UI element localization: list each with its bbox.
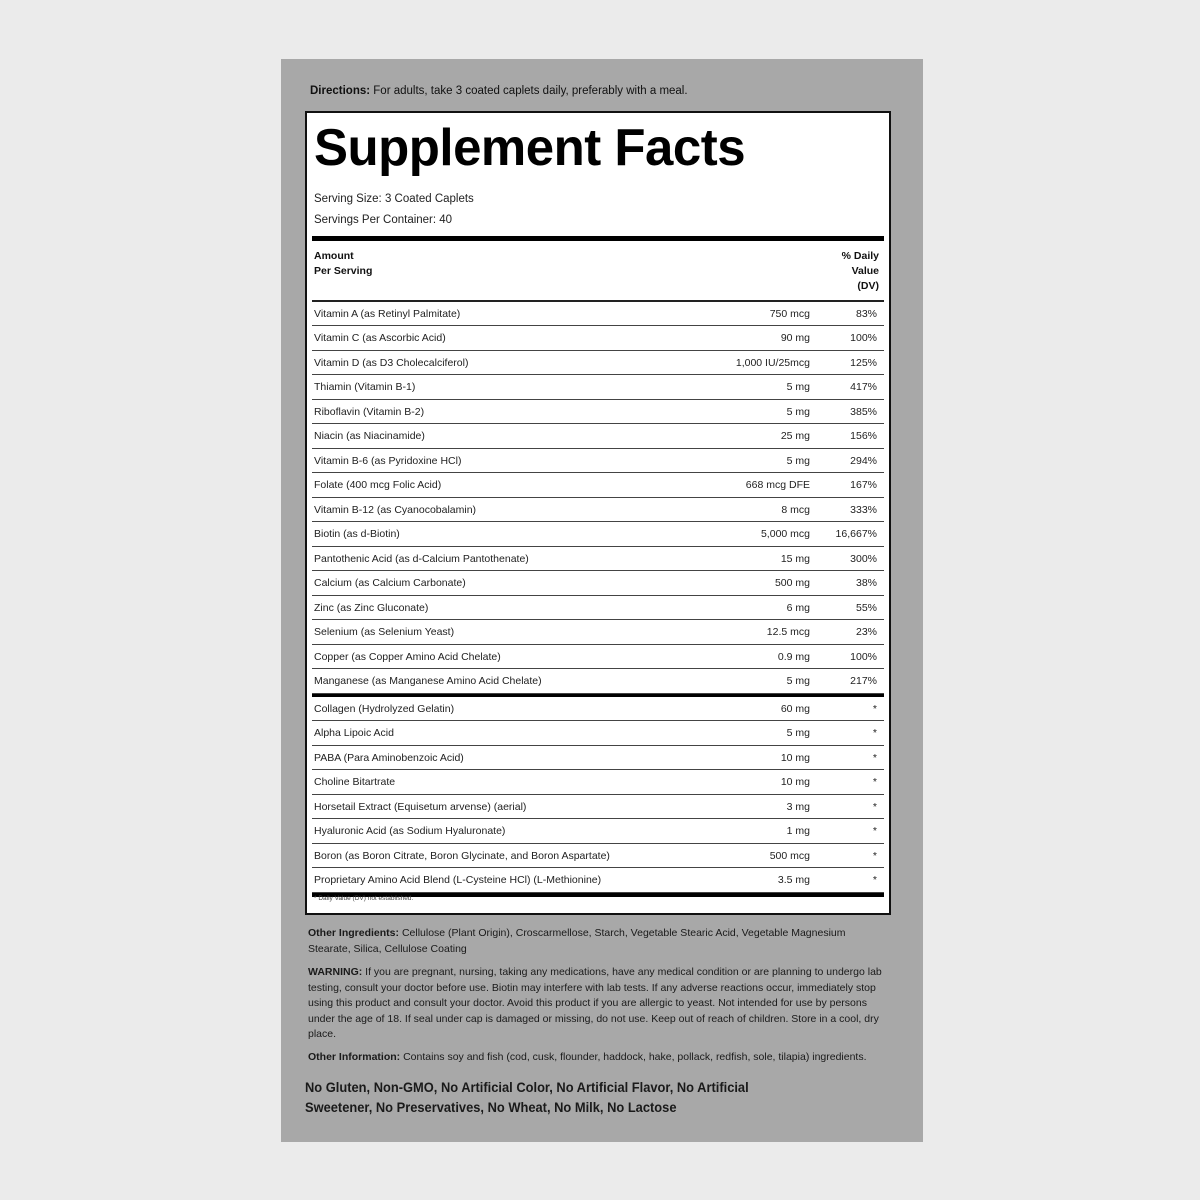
other-information xyxy=(308,1050,888,1066)
nutrient-row xyxy=(312,868,884,893)
nutrient-amount: 25 mg xyxy=(780,430,810,442)
nutrient-name: Riboflavin (Vitamin B-2) xyxy=(314,405,425,418)
nutrient-row xyxy=(312,522,884,547)
nutrient-name: Horsetail Extract (Equisetum arvense) (aerial) xyxy=(314,800,527,813)
nutrient-daily-value: 417% xyxy=(850,381,877,393)
nutrient-name: Calcium (as Calcium Carbonate) xyxy=(314,577,466,589)
nutrient-row xyxy=(312,571,884,596)
header-dv-line3: (DV) xyxy=(857,280,879,292)
header-amount xyxy=(314,249,404,279)
nutrient-name: Thiamin (Vitamin B-1) xyxy=(314,381,416,393)
nutrient-row xyxy=(312,620,884,645)
directions-body: For adults, take 3 coated caplets daily, preferably with a meal. xyxy=(373,85,688,97)
directions-label: Directions: xyxy=(310,85,371,97)
nutrient-amount: 500 mg xyxy=(774,577,810,589)
nutrient-name: Niacin (as Niacinamide) xyxy=(314,430,425,442)
nutrient-row xyxy=(312,795,884,820)
nutrient-amount: 60 mg xyxy=(780,702,810,715)
nutrient-name: Proprietary Amino Acid Blend (L-Cysteine HCl) (L-Methionine) xyxy=(314,874,602,886)
nutrient-name: Boron (as Boron Citrate, Boron Glycinate, and Boron Aspartate) xyxy=(314,849,610,862)
nutrient-daily-value: * xyxy=(872,751,877,764)
nutrient-name: Folate (400 mcg Folic Acid) xyxy=(314,479,442,491)
nutrient-row xyxy=(312,473,884,498)
nutrient-row xyxy=(312,697,884,722)
facts-title: Supplement Facts xyxy=(314,119,746,177)
nutrient-daily-value: 83% xyxy=(855,307,877,320)
nutrient-daily-value: * xyxy=(872,800,877,813)
nutrient-amount: 5 mg xyxy=(786,675,810,687)
footnote: * Daily Value (DV) not established. xyxy=(314,895,414,902)
nutrient-name: Copper (as Copper Amino Acid Chelate) xyxy=(314,650,501,663)
nutrient-daily-value: 156% xyxy=(850,430,877,442)
nutrient-name: PABA (Para Aminobenzoic Acid) xyxy=(314,751,464,764)
nutrient-amount: 668 mcg DFE xyxy=(745,479,810,491)
nutrient-row xyxy=(312,326,884,351)
nutrient-amount: 5 mg xyxy=(786,405,810,418)
nutrient-amount: 500 mcg xyxy=(769,849,810,862)
supplement-facts-panel xyxy=(305,111,891,915)
nutrient-amount: 12.5 mcg xyxy=(766,626,810,638)
nutrient-daily-value: 125% xyxy=(850,356,877,369)
nutrient-row xyxy=(312,498,884,523)
header-dv-line2: Value xyxy=(851,265,879,277)
nutrient-row xyxy=(312,547,884,572)
nutrient-name: Alpha Lipoic Acid xyxy=(314,727,394,739)
nutrient-daily-value: * xyxy=(872,776,877,788)
nutrient-name: Manganese (as Manganese Amino Acid Chelate) xyxy=(314,675,542,687)
nutrient-daily-value: 167% xyxy=(850,479,877,491)
nutrient-row xyxy=(312,645,884,670)
nutrient-name: Pantothenic Acid (as d-Calcium Pantothenate) xyxy=(314,552,529,565)
nutrient-name: Vitamin D (as D3 Cholecalciferol) xyxy=(314,356,469,369)
nutrient-row xyxy=(312,351,884,376)
other-ingredients xyxy=(308,926,888,957)
nutrient-row xyxy=(312,424,884,449)
nutrient-name: Collagen (Hydrolyzed Gelatin) xyxy=(314,702,455,715)
ingredients-label: Other Ingredients: xyxy=(308,927,400,939)
nutrient-daily-value: * xyxy=(872,849,877,862)
nutrient-daily-value: 55% xyxy=(855,601,877,614)
nutrient-amount: 15 mg xyxy=(780,552,810,565)
nutrient-name: Vitamin B-12 (as Cyanocobalamin) xyxy=(314,503,477,516)
warning xyxy=(308,965,888,1043)
nutrient-amount: 90 mg xyxy=(780,332,810,344)
nutrient-row xyxy=(312,844,884,869)
other-info-text: Contains soy and fish (cod, cusk, flounder, haddock, hake, pollack, redfish, sole, tilapia) ingredients. xyxy=(403,1051,867,1063)
nutrient-daily-value: * xyxy=(872,727,877,739)
nutrient-daily-value: 38% xyxy=(855,577,877,589)
nutrient-amount: 5,000 mcg xyxy=(760,528,810,540)
nutrient-amount: 1,000 IU/25mcg xyxy=(735,356,810,369)
nutrient-amount: 0.9 mg xyxy=(777,650,810,663)
nutrient-amount: 10 mg xyxy=(780,751,810,764)
nutrient-row xyxy=(312,449,884,474)
nutrient-daily-value: 100% xyxy=(850,650,877,663)
nutrient-daily-value: 100% xyxy=(850,332,877,344)
nutrient-name: Vitamin C (as Ascorbic Acid) xyxy=(314,332,446,344)
nutrient-name: Selenium (as Selenium Yeast) xyxy=(314,626,455,638)
directions-text xyxy=(310,83,910,99)
header-dv-line1: % Daily xyxy=(841,250,879,262)
serving-size: Serving Size: 3 Coated Caplets xyxy=(314,193,474,205)
nutrient-amount: 5 mg xyxy=(786,454,810,467)
nutrient-name: Vitamin A (as Retinyl Palmitate) xyxy=(314,307,461,320)
nutrient-row xyxy=(312,375,884,400)
nutrient-amount: 750 mcg xyxy=(769,307,810,320)
nutrient-daily-value: 294% xyxy=(850,454,877,467)
other-nutrient-rows xyxy=(312,697,884,893)
ingredients-text: Cellulose (Plant Origin), Croscarmellose, Starch, Vegetable Stearic Acid, Vegetable Magnesium Stearate, Silica, Cellulose Coating xyxy=(308,927,846,955)
nutrient-daily-value: * xyxy=(872,874,877,886)
nutrient-amount: 3.5 mg xyxy=(777,874,810,886)
nutrient-row xyxy=(312,746,884,771)
nutrient-daily-value: 23% xyxy=(855,626,877,638)
nutrient-amount: 5 mg xyxy=(786,727,810,739)
nutrient-row xyxy=(312,721,884,746)
vitamin-rows xyxy=(312,302,884,694)
nutrient-amount: 10 mg xyxy=(780,776,810,788)
nutrient-daily-value: 16,667% xyxy=(835,528,877,540)
top-divider xyxy=(312,236,884,241)
nutrient-daily-value: 333% xyxy=(850,503,877,516)
nutrient-name: Biotin (as d-Biotin) xyxy=(314,528,400,540)
nutrient-daily-value: 300% xyxy=(850,552,877,565)
nutrient-row xyxy=(312,770,884,795)
nutrient-row xyxy=(312,302,884,327)
header-amount-line1: Amount xyxy=(314,250,354,262)
nutrient-amount: 3 mg xyxy=(786,800,810,813)
nutrient-name: Vitamin B-6 (as Pyridoxine HCl) xyxy=(314,454,462,467)
nutrient-daily-value: * xyxy=(872,825,877,837)
nutrient-amount: 8 mcg xyxy=(781,503,810,516)
nutrient-row xyxy=(312,669,884,694)
nutrient-name: Choline Bitartrate xyxy=(314,776,396,788)
other-info-label: Other Information: xyxy=(308,1051,401,1063)
nutrient-amount: 6 mg xyxy=(786,601,810,614)
free-from-claims: No Gluten, Non-GMO, No Artificial Color, No Artificial Flavor, No Artificial Sweetener, No Preservatives, No Wheat, No Milk, No Lactose xyxy=(305,1079,749,1115)
warning-text: If you are pregnant, nursing, taking any medications, have any medical condition or are planning to undergo lab testing, consult your doctor before use. Biotin may interfere with lab tests. If any adverse reactions occur, immediately stop using this product and consult your doctor. Avoid this product if you are allergic to yeast. Not intended for use by persons under the age of 18. If seal under cap is damaged or missing, do not use. Keep out of reach of children. Store in a cool, dry place. xyxy=(308,966,882,1040)
nutrient-daily-value: * xyxy=(872,702,877,715)
nutrient-daily-value: 217% xyxy=(850,675,877,687)
nutrient-row xyxy=(312,596,884,621)
nutrient-amount: 1 mg xyxy=(786,825,810,837)
nutrient-daily-value: 385% xyxy=(850,405,877,418)
warning-label: WARNING: xyxy=(308,966,363,978)
header-daily-value xyxy=(819,249,879,294)
servings-per-container: Servings Per Container: 40 xyxy=(314,214,453,226)
nutrient-rows xyxy=(312,300,884,897)
header-amount-line2: Per Serving xyxy=(314,265,373,277)
nutrient-row xyxy=(312,819,884,844)
nutrient-name: Hyaluronic Acid (as Sodium Hyaluronate) xyxy=(314,825,506,837)
nutrient-amount: 5 mg xyxy=(786,381,810,393)
nutrient-row xyxy=(312,400,884,425)
nutrient-name: Zinc (as Zinc Gluconate) xyxy=(314,601,429,614)
